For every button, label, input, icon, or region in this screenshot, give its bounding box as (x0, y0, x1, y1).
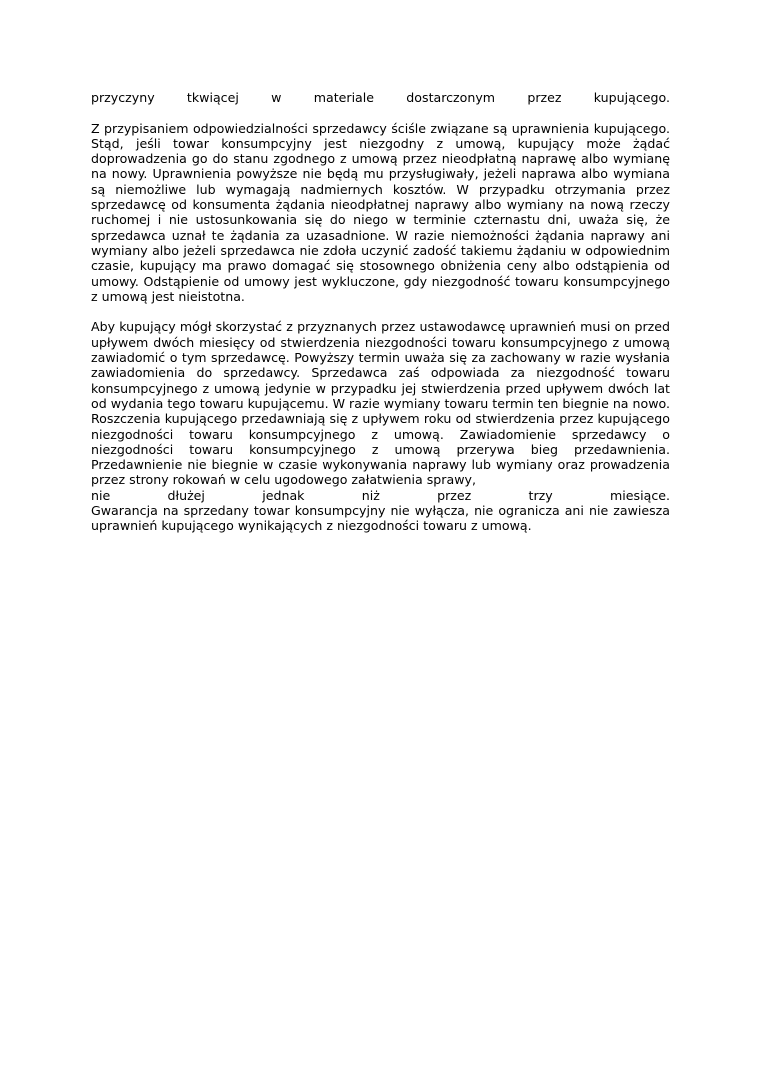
paragraph-continuation: przyczyny tkwiącej w materiale dostarczonym przez kupującego. (91, 90, 670, 105)
paragraph-guarantee: Gwarancja na sprzedany towar konsumpcyjny nie wyłącza, nie ogranicza ani nie zawiesza uprawnień kupującego wynikających z niezgodności towaru z umową. (91, 503, 670, 534)
paragraph-seller-liability: Z przypisaniem odpowiedzialności sprzedawcy ściśle związane są uprawnienia kupującego. Stąd, jeśli towar konsumpcyjny jest niezgodny z umową, kupujący może żądać doprowadzenia go do stanu zgodnego z umową przez nieodpłatną naprawę albo wymianę na nowy. Uprawnienia powyższe nie będą mu przysługiwały, jeżeli naprawa albo wymiana są niemożliwe lub wymagają nadmiernych kosztów. W przypadku otrzymania przez sprzedawcę od konsumenta żądania nieodpłatnej naprawy albo wymiany na nową rzeczy ruchomej i nie ustosunkowania się do niego w terminie czternastu dni, uważa się, że sprzedawca uznał te żądania za uzasadnione. W razie niemożności żądania naprawy ani wymiany albo jeżeli sprzedawca nie zdoła uczynić zadość takiemu żądaniu w odpowiednim czasie, kupujący ma prawo domagać się stosownego obniżenia ceny albo odstąpienia od umowy. Odstąpienie od umowy jest wykluczone, gdy niezgodność towaru konsumpcyjnego z umową jest nieistotna. (91, 120, 670, 304)
paragraph-spacer (91, 105, 670, 120)
paragraph-buyer-notice-end: nie dłużej jednak niż przez trzy miesiące. (91, 487, 670, 503)
paragraph-buyer-notice: Aby kupujący mógł skorzystać z przyznanych przez ustawodawcę uprawnień musi on przed upływem dwóch miesięcy od stwierdzenia niezgodności towaru konsumpcyjnego z umową zawiadomić o tym sprzedawcę. Powyższy termin uważa się za zachowany w razie wysłania zawiadomienia do sprzedawcy. Sprzedawca zaś odpowiada za niezgodność towaru konsumpcyjnego z umową jedynie w przypadku jej stwierdzenia przed upływem dwóch lat od wydania tego towaru kupującemu. W razie wymiany towaru termin ten biegnie na nowo. Roszczenia kupującego przedawniają się z upływem roku od stwierdzenia przez kupującego niezgodności towaru konsumpcyjnego z umową. Zawiadomienie sprzedawcy o niezgodności towaru konsumpcyjnego z umową przerywa bieg przedawnienia. Przedawnienie nie biegnie w czasie wykonywania naprawy lub wymiany oraz prowadzenia przez strony rokowań w celu ugodowego załatwienia sprawy, (91, 319, 671, 488)
paragraph-spacer (91, 304, 670, 319)
document-body (91, 90, 670, 534)
